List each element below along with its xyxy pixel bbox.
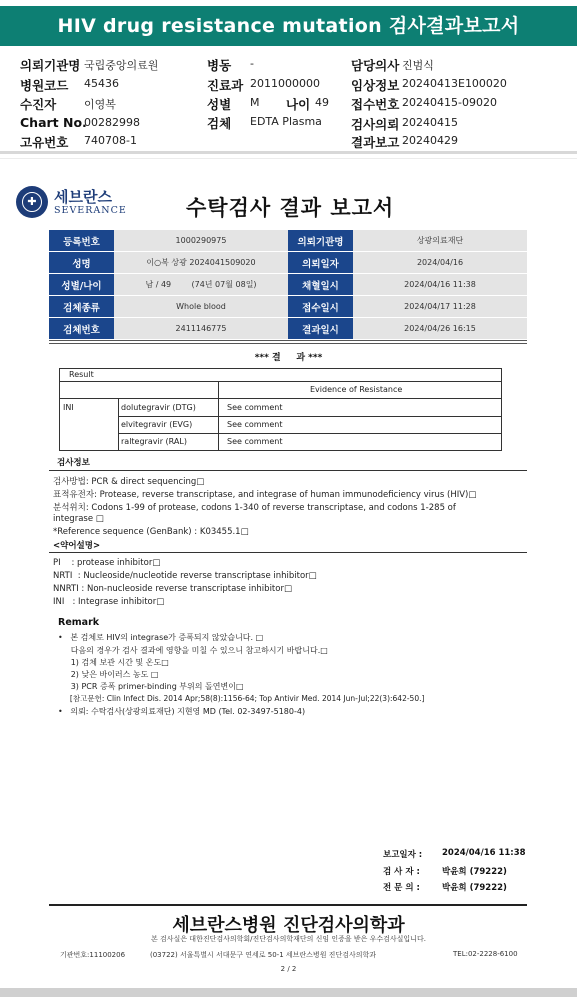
abbrev-line: NRTI : Nucleoside/nucleotide reverse transcriptase inhibitor□ [53,571,317,581]
info-label: 검체종류 [49,296,114,318]
remark-line: 1) 검체 보관 시간 및 온도□ [58,658,169,667]
drug-evidence: See comment [227,437,283,446]
header-value: 00282998 [84,116,140,129]
info-row [49,230,527,252]
info-value: 상광의료재단 [353,230,527,252]
info-row [49,296,527,318]
info-row [49,252,527,274]
footer-address: (03722) 서울특별시 서대문구 연세로 50-1 세브란스병원 진단검사의학과 [150,951,377,959]
remark-line: 2) 낮은 바이러스 농도 □ [58,670,159,679]
remark-line: • 의뢰: 수탁검사(상광의료재단) 지현영 MD (Tel. 02-3497-5180-4) [58,707,306,716]
divider [49,904,527,906]
drug-name: raltegravir (RAL) [121,437,187,446]
exam-info-line: *Reference sequence (GenBank) : K03455.1□ [53,527,249,537]
info-label: 의뢰기관명 [288,230,353,252]
signature-label: 보고일자 : [383,850,423,860]
abbrev-line: NNRTI : Non-nucleoside reverse transcriptase inhibitor□ [53,584,292,594]
info-label: 등록번호 [49,230,114,252]
divider [49,340,527,341]
header-value: 49 [315,96,329,109]
signature-value: 박윤희 (79222) [442,867,507,877]
abbrev-line: PI : protease inhibitor□ [53,558,161,568]
info-value: Whole blood [114,296,288,318]
signature-label: 검 사 자 : [383,867,420,877]
report-banner-title: HIV drug resistance mutation 검사결과보고서 [0,6,577,46]
divider [49,470,527,471]
footer-telephone: TEL:02-2228-6100 [453,950,518,958]
info-label: 성명 [49,252,114,274]
header-value: 20240429 [402,134,458,147]
info-label: 결과일시 [288,318,353,340]
exam-info-line: 표적유전자: Protease, reverse transcriptase, and integrase of human immunodeficiency virus (HIV)□ [53,490,477,500]
header-label: 검사의뢰 [351,117,400,132]
header-label: 의뢰기관명 [20,58,81,73]
header-label: 진료과 [207,78,244,93]
info-label: 의뢰일자 [288,252,353,274]
abbrev-line: INI : Integrase inhibitor□ [53,597,165,607]
drug-class: INI [63,403,74,412]
info-label: 접수일시 [288,296,353,318]
header-label: 수진자 [20,97,57,112]
header-label: 결과보고 [351,135,400,150]
institution-number: 기관번호:11100206 [60,951,126,959]
header-label: 병원코드 [20,78,69,93]
remark-line: 3) PCR 증폭 primer-binding 부위의 돌연변이□ [58,682,244,691]
header-label: 접수번호 [351,97,400,112]
info-value: 2024/04/26 16:15 [353,318,527,340]
patient-info-table [49,230,527,340]
header-value: 740708-1 [84,134,137,147]
exam-info-line: integrase □ [53,514,104,524]
exam-info-line: 분석위치: Codons 1-99 of protease, codons 1-340 of reverse transcriptase, and codons 1-285 of [53,503,456,513]
drug-evidence: See comment [227,420,283,429]
result-heading: *** 결 과 *** [254,353,323,363]
signature-label: 전 문 의 : [383,883,420,893]
header-value: 국립중앙의료원 [84,59,159,72]
logo-korean-text: 세브란스 [54,188,112,206]
footer-title: 세브란스병원 진단검사의학과 [172,915,405,936]
signature-value: 박윤희 (79222) [442,883,507,893]
header-value: 20240415-09020 [402,96,497,109]
header-value: 20240413E100020 [402,77,507,90]
info-label: 채혈일시 [288,274,353,296]
info-value: 2024/04/17 11:28 [353,296,527,318]
logo-english-text: SEVERANCE [54,205,127,216]
abbrev-label: <약어설명> [53,541,101,551]
page-number: 2 / 2 [280,965,297,973]
info-row [49,318,527,340]
drug-evidence: See comment [227,403,283,412]
viewer-bottom-bar [0,988,577,997]
info-label: 성별/나이 [49,274,114,296]
header-value: - [250,57,254,70]
info-value: 이○복 상광 2024041509020 [114,252,288,274]
remark-line: • 본 검체로 HIV의 integrase가 증폭되지 않았습니다. □ [58,633,264,642]
remark-line: 다음의 경우가 검사 결과에 영향을 미칠 수 있으니 참고하시기 바랍니다.□ [58,646,328,655]
remark-line: [참고문헌: Clin Infect Dis. 2014 Apr;58(8):1156-64; Top Antivir Med. 2014 Jun-Jul;22(3):642-50.] [58,694,425,703]
info-value: 2024/04/16 [353,252,527,274]
page-divider [0,151,577,154]
header-value: 이영복 [84,98,116,111]
exam-info-line: 검사방법: PCR & direct sequencing□ [53,477,205,487]
remark-label: Remark [58,617,100,628]
evidence-header: Evidence of Resistance [310,385,403,394]
drug-name: elvitegravir (EVG) [121,420,193,429]
header-label: 담당의사 [351,58,400,73]
page-divider [0,158,577,159]
info-value: 2024/04/16 11:38 [353,274,527,296]
header-value: EDTA Plasma [250,115,322,128]
header-label: 나이 [286,97,311,112]
header-label: 임상정보 [351,78,400,93]
info-row [49,274,527,296]
exam-info-label: 검사정보 [57,458,90,468]
header-value: 진범식 [402,59,434,72]
info-value: 남 / 49 (74년 07월 08일) [114,274,288,296]
header-label: 검체 [207,116,232,131]
header-label: 병동 [207,58,232,73]
header-value: 45436 [84,77,119,90]
document-title: 수탁검사 결과 보고서 [186,196,395,220]
severance-logo-icon: ✚ [16,186,48,218]
footer-subtitle: 본 검사실은 대한진단검사의학회/진단검사의학재단의 신임 인증을 받은 우수검사실입니다. [151,935,426,943]
divider [49,552,527,553]
header-value: 20240415 [402,116,458,129]
result-caption: Result [69,370,94,379]
header-label: Chart No. [20,115,87,130]
header-label: 고유번호 [20,135,69,150]
info-label: 검체번호 [49,318,114,340]
info-value: 1000290975 [114,230,288,252]
info-value: 2411146775 [114,318,288,340]
result-table [59,368,502,451]
signature-value: 2024/04/16 11:38 [442,848,526,858]
divider [49,343,527,344]
header-label: 성별 [207,97,232,112]
header-value: M [250,96,260,109]
header-value: 2011000000 [250,77,320,90]
drug-name: dolutegravir (DTG) [121,403,196,412]
